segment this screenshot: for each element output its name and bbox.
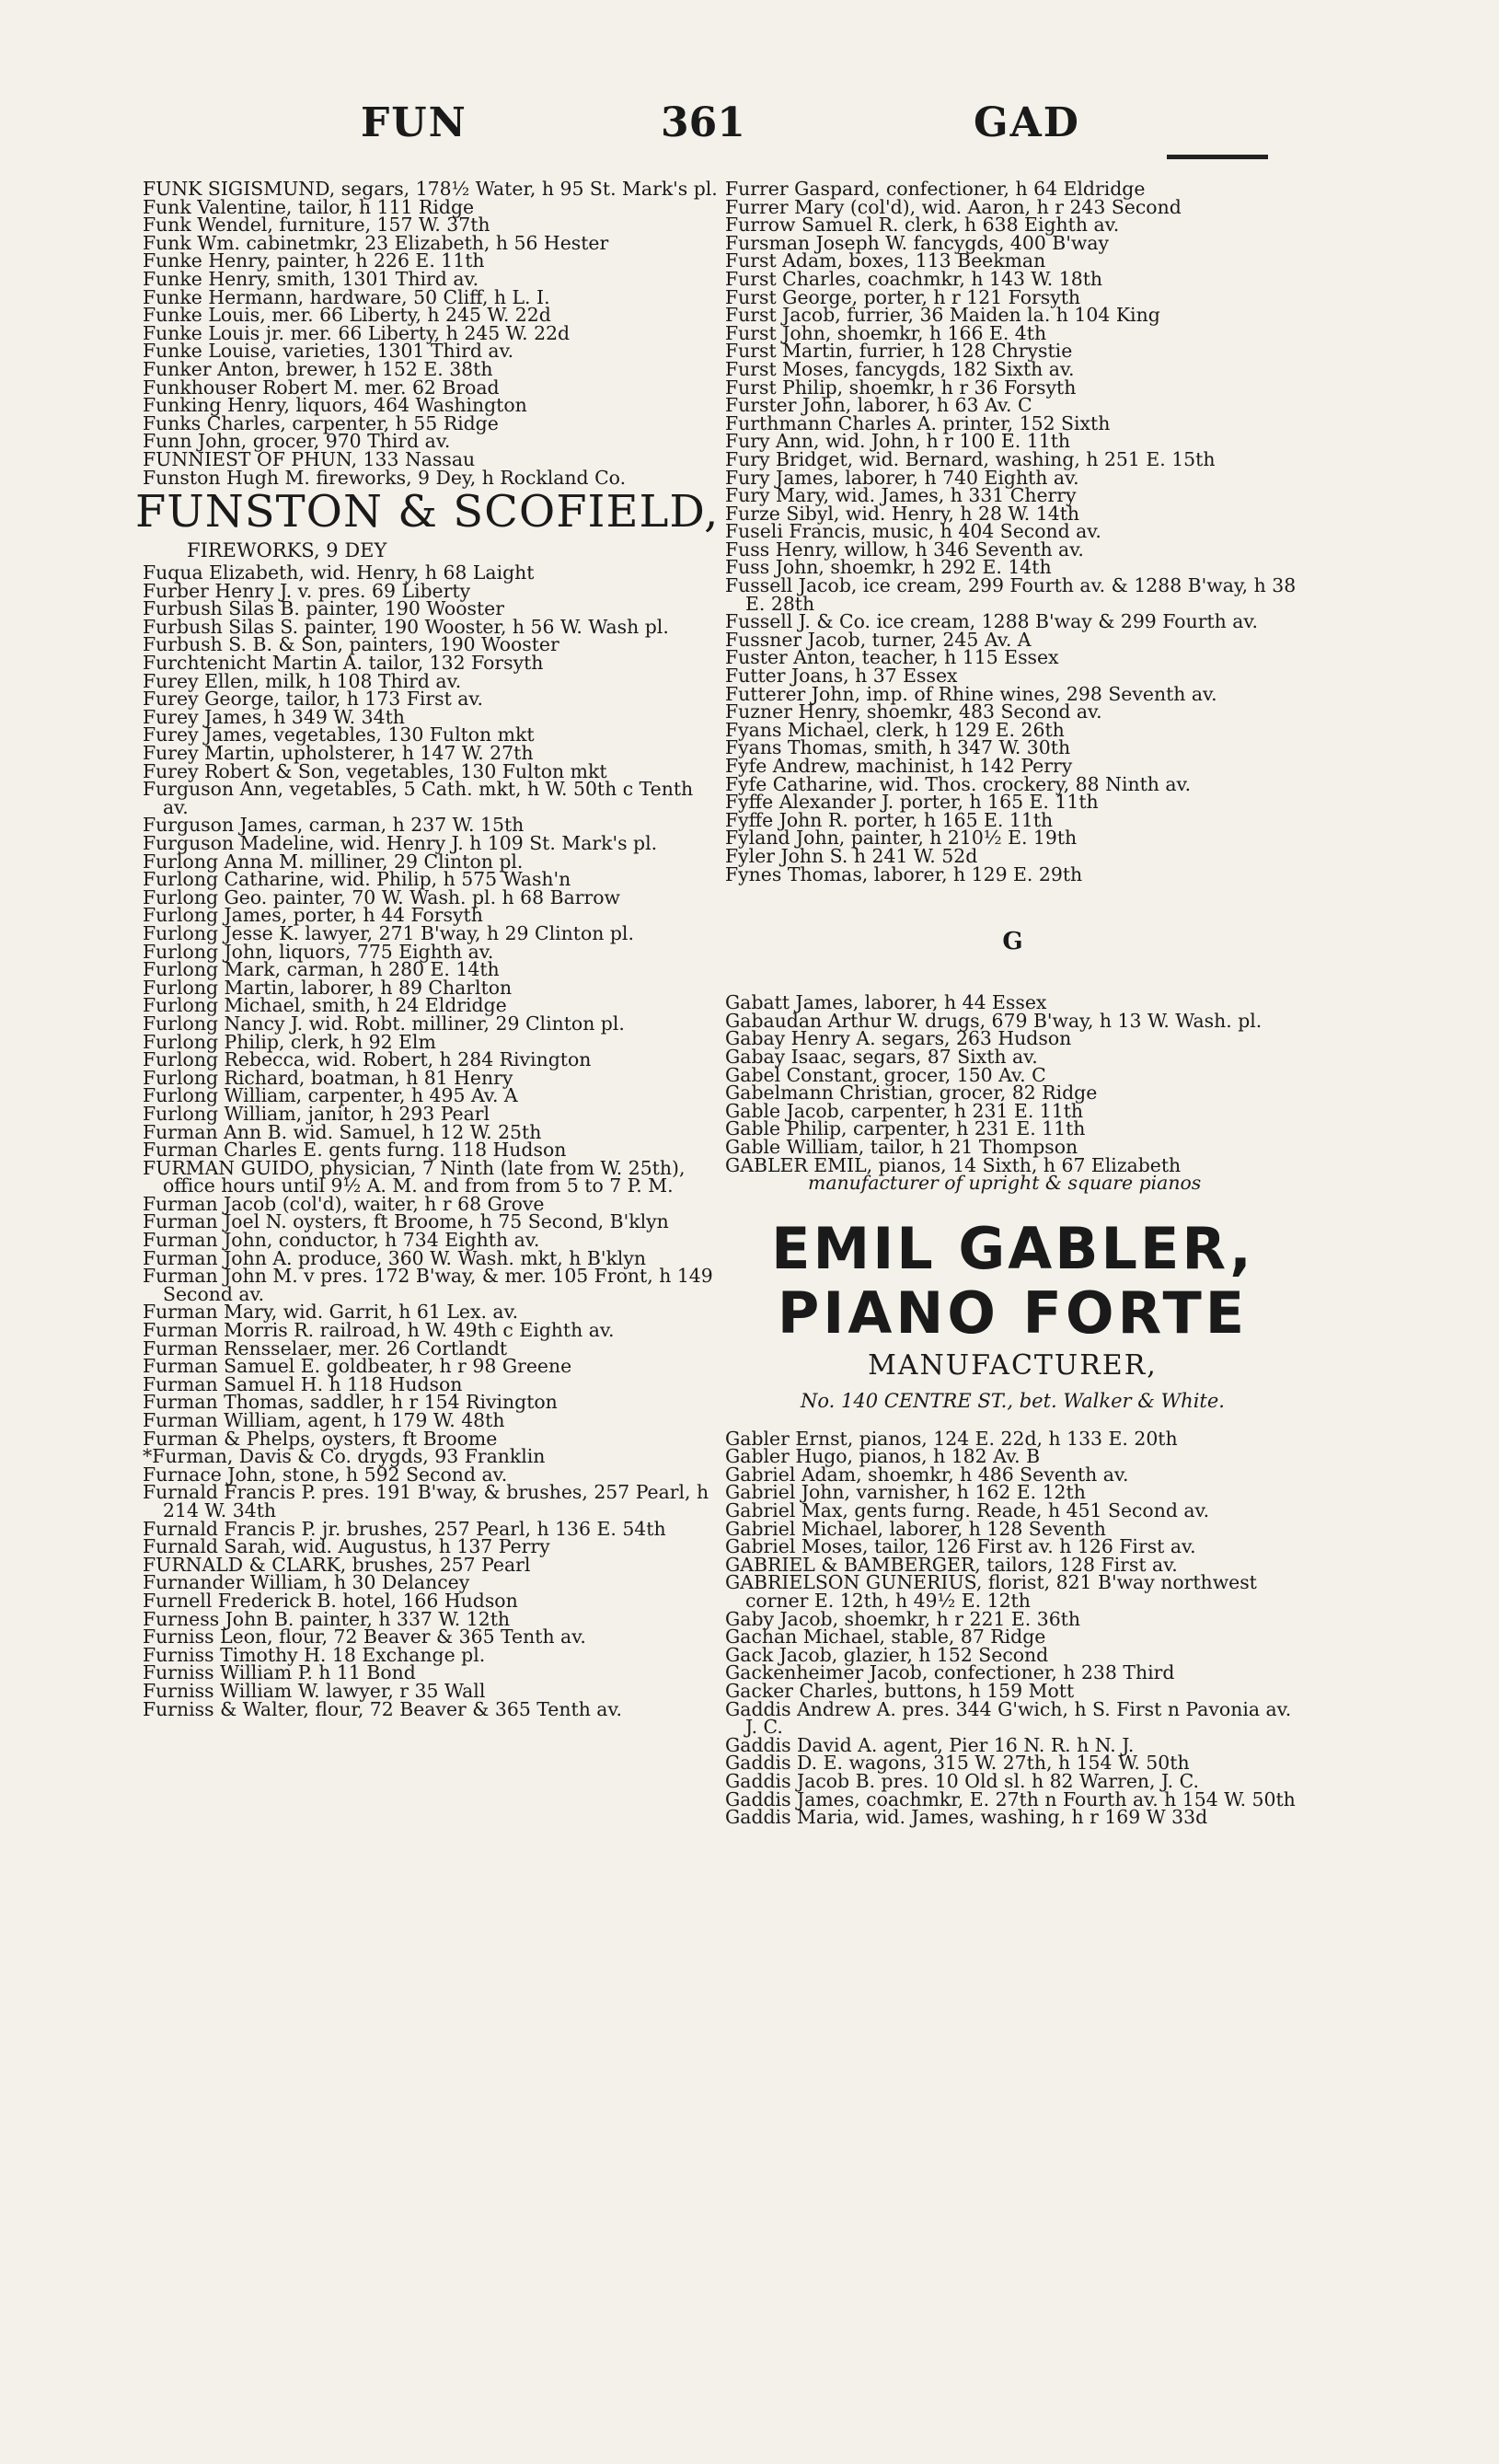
directory-entry: Furman Samuel H. h 118 Hudson bbox=[143, 1372, 463, 1395]
directory-entry: Furness John B. painter, h 337 W. 12th bbox=[143, 1607, 511, 1630]
directory-entry: Furguson James, carman, h 237 W. 15th bbox=[143, 814, 525, 837]
directory-entry: Furman Rensselaer, mer. 26 Cortlandt bbox=[143, 1336, 508, 1359]
gabler-note: manufacturer of upright & square pianos bbox=[808, 1172, 1202, 1195]
directory-entry: Gabler Hugo, pianos, h 182 Av. B bbox=[725, 1445, 1041, 1468]
directory-entry: Gaddis D. E. wagons, 315 W. 27th, h 154 W. 50th bbox=[725, 1752, 1190, 1775]
directory-entry: Fyler John S. h 241 W. 52d bbox=[725, 844, 978, 867]
directory-entry: Gaddis Jacob B. pres. 10 Old sl. h 82 Warren, J. C. bbox=[725, 1769, 1199, 1792]
directory-entry: Furey James, h 349 W. 34th bbox=[143, 705, 405, 728]
directory-entry: Furman Morris R. railroad, h W. 49th c Eighth av. bbox=[143, 1319, 615, 1342]
directory-entry: Funston Hugh M. fireworks, 9 Dey, h Rockland Co. bbox=[143, 466, 627, 489]
directory-entry: Funkhouser Robert M. mer. 62 Broad bbox=[143, 376, 500, 399]
directory-entry: Gackenheimer Jacob, confectioner, h 238 Third bbox=[725, 1661, 1175, 1684]
directory-entry: Furniss Timothy H. 18 Exchange pl. bbox=[143, 1643, 486, 1666]
directory-entry: Furman John M. v pres. 172 B'way, & mer. 105 Front, h 149 Second av. bbox=[143, 1265, 713, 1305]
left-entries-group-2 bbox=[143, 561, 718, 1720]
page-number: 361 bbox=[661, 99, 745, 146]
directory-entry: Gable William, tailor, h 21 Thompson bbox=[725, 1135, 1078, 1158]
directory-entry: Furst Martin, furrier, h 128 Chrystie bbox=[725, 340, 1073, 363]
gabler-ad-product: PIANO FORTE bbox=[777, 1278, 1249, 1347]
directory-entry: Furman William, agent, h 179 W. 48th bbox=[143, 1409, 505, 1431]
directory-entry: Furman Ann B. wid. Samuel, h 12 W. 25th bbox=[143, 1120, 542, 1143]
directory-entry: Furthmann Charles A. printer, 152 Sixth bbox=[725, 411, 1111, 434]
directory-entry: Gable Jacob, carpenter, h 231 E. 11th bbox=[725, 1099, 1084, 1122]
directory-entry: Furrer Gaspard, confectioner, h 64 Eldridge bbox=[725, 178, 1146, 200]
directory-entry: Gabelmann Christian, grocer, 82 Ridge bbox=[725, 1082, 1098, 1105]
directory-entry: Gabriel Moses, tailor, 126 First av. h 126 First av. bbox=[725, 1535, 1196, 1558]
directory-entry: Fyffe John R. porter, h 165 E. 11th bbox=[725, 808, 1054, 831]
directory-entry: Furst Moses, fancygds, 182 Sixth av. bbox=[725, 357, 1075, 380]
directory-entry: Gabriel Max, gents furng. Reade, h 451 Second av. bbox=[725, 1499, 1210, 1522]
directory-entry: Funks Charles, carpenter, h 55 Ridge bbox=[143, 411, 499, 434]
directory-entry: Gaddis Maria, wid. James, washing, h r 169 W 33d bbox=[725, 1806, 1208, 1829]
directory-entry: Furey George, tailor, h 173 First av. bbox=[143, 688, 484, 711]
directory-entry: Futterer John, imp. of Rhine wines, 298 Seventh av. bbox=[725, 682, 1217, 705]
directory-entry: Furlong Mark, carman, h 280 E. 14th bbox=[143, 958, 500, 981]
gabler-ad-name: EMIL GABLER, bbox=[771, 1214, 1254, 1282]
directory-entry: Fussell Jacob, ice cream, 299 Fourth av. & 1288 B'way, h 38 E. 28th bbox=[725, 574, 1297, 615]
directory-entry: Fyans Thomas, smith, h 347 W. 30th bbox=[725, 736, 1071, 759]
directory-entry: Furlong Nancy J. wid. Robt. milliner, 29 Clinton pl. bbox=[143, 1012, 625, 1035]
directory-entry: Furrow Samuel R. clerk, h 638 Eighth av. bbox=[725, 214, 1120, 237]
directory-entry: Furey Robert & Son, vegetables, 130 Fulton mkt bbox=[143, 759, 607, 782]
gabler-ad-manufacturer: MANUFACTURER, bbox=[868, 1348, 1158, 1382]
directory-entry: Fury Mary, wid. James, h 331 Cherry bbox=[725, 484, 1077, 507]
directory-entry: Funn John, grocer, 970 Third av. bbox=[143, 430, 451, 453]
directory-entry: Fuster Anton, teacher, h 115 Essex bbox=[725, 646, 1059, 669]
directory-entry: Furst Jacob, furrier, 36 Maiden la. h 104 King bbox=[725, 304, 1160, 327]
directory-entry: Furnander William, h 30 Delancey bbox=[143, 1571, 470, 1594]
directory-entry: Furlong James, porter, h 44 Forsyth bbox=[143, 904, 483, 927]
directory-entry: Furman John A. produce, 360 W. Wash. mkt, h B'klyn bbox=[143, 1246, 646, 1269]
directory-entry: Fury Bridget, wid. Bernard, washing, h 251 E. 15th bbox=[725, 447, 1216, 470]
directory-entry: Gack Jacob, glazier, h 152 Second bbox=[725, 1643, 1049, 1666]
directory-entry: Gabay Henry A. segars, 263 Hudson bbox=[725, 1027, 1072, 1050]
directory-entry: Furnell Frederick B. hotel, 166 Hudson bbox=[143, 1589, 518, 1612]
running-head-left: FUN bbox=[361, 99, 467, 146]
directory-entry: Furman Samuel E. goldbeater, h r 98 Greene bbox=[143, 1355, 572, 1378]
directory-entry: Funke Hermann, hardware, 50 Cliff, h L. I. bbox=[143, 285, 550, 308]
directory-entry: Furbush Silas S. painter, 190 Wooster, h 56 W. Wash pl. bbox=[143, 615, 669, 638]
directory-entry: Fuqua Elizabeth, wid. Henry, h 68 Laight bbox=[143, 561, 535, 584]
directory-entry: Fuseli Francis, music, h 404 Second av. bbox=[725, 520, 1101, 543]
directory-entry: Funk Valentine, tailor, h 111 Ridge bbox=[143, 195, 475, 218]
right-column bbox=[725, 180, 1300, 1827]
directory-entry: Furey Martin, upholsterer, h 147 W. 27th bbox=[143, 742, 534, 765]
directory-entry: Furey James, vegetables, 130 Fulton mkt bbox=[143, 723, 535, 746]
directory-entry: Funke Henry, painter, h 226 E. 11th bbox=[143, 249, 485, 272]
directory-entry: Furnace John, stone, h 592 Second av. bbox=[143, 1463, 508, 1486]
directory-entry: Furze Sibyl, wid. Henry, h 28 W. 14th bbox=[725, 502, 1080, 525]
directory-entry: Fussell J. & Co. ice cream, 1288 B'way & 299 Fourth av. bbox=[725, 610, 1258, 633]
directory-entry: Gachan Michael, stable, 87 Ridge bbox=[725, 1625, 1046, 1648]
gabler-ad-address: No. 140 CENTRE ST., bet. Walker & White. bbox=[801, 1389, 1225, 1412]
directory-entry: Funke Louis jr. mer. 66 Liberty, h 245 W. 22d bbox=[143, 321, 571, 344]
directory-entry: Fury James, laborer, h 740 Eighth av. bbox=[725, 466, 1079, 489]
directory-entry: GABRIEL & BAMBERGER, tailors, 128 First av. bbox=[725, 1553, 1178, 1576]
directory-entry: Fyfe Catharine, wid. Thos. crockery, 88 Ninth av. bbox=[725, 772, 1192, 795]
directory-entry: Fyland John, painter, h 210½ E. 19th bbox=[725, 827, 1078, 850]
directory-entry: Furnald Sarah, wid. Augustus, h 137 Perry bbox=[143, 1535, 550, 1558]
section-letter-heading: G bbox=[1002, 928, 1023, 956]
directory-entry: Futter Joans, h 37 Essex bbox=[725, 665, 958, 688]
directory-entry: Furlong Geo. painter, 70 W. Wash. pl. h 68 Barrow bbox=[143, 885, 620, 908]
directory-entry: FURNALD & CLARK, brushes, 257 Pearl bbox=[143, 1553, 531, 1576]
right-entries-group-1 bbox=[725, 180, 1300, 884]
directory-entry: Furrer Mary (col'd), wid. Aaron, h r 243 Second bbox=[725, 195, 1182, 218]
directory-entry: Fuzner Henry, shoemkr, 483 Second av. bbox=[725, 700, 1102, 723]
directory-entry: Furlong Jesse K. lawyer, 271 B'way, h 29 Clinton pl. bbox=[143, 921, 634, 944]
directory-entry: Furlong Richard, boatman, h 81 Henry bbox=[143, 1066, 513, 1089]
directory-entry: Furman Charles E. gents furng. 118 Hudson bbox=[143, 1139, 567, 1162]
directory-entry: Furey Ellen, milk, h 108 Third av. bbox=[143, 669, 462, 692]
right-entries-group-2 bbox=[725, 991, 1300, 1176]
directory-entry: Furlong William, janitor, h 293 Pearl bbox=[143, 1102, 490, 1125]
directory-entry: Furlong Philip, clerk, h 92 Elm bbox=[143, 1030, 436, 1053]
directory-entry: Furbush Silas B. painter, 190 Wooster bbox=[143, 597, 504, 620]
funston-scofield-ad-title: FUNSTON & SCOFIELD, bbox=[135, 486, 720, 538]
directory-entry: Funking Henry, liquors, 464 Washington bbox=[143, 394, 527, 417]
directory-entry: Fursman Joseph W. fancygds, 400 B'way bbox=[725, 231, 1110, 254]
directory-entry: Furman John, conductor, h 734 Eighth av. bbox=[143, 1229, 540, 1252]
directory-entry: Fussner Jacob, turner, 245 Av. A bbox=[725, 628, 1032, 651]
directory-entry: Funke Henry, smith, 1301 Third av. bbox=[143, 267, 479, 290]
directory-entry: Gaddis James, coachmkr, E. 27th n Fourth av. h 154 W. 50th bbox=[725, 1787, 1296, 1810]
directory-entry: Gabay Isaac, segars, 87 Sixth av. bbox=[725, 1045, 1038, 1068]
directory-entry: Furman Joel N. oysters, ft Broome, h 75 Second, B'klyn bbox=[143, 1210, 669, 1233]
left-column bbox=[135, 178, 720, 1720]
directory-entry: Gaby Jacob, shoemkr, h r 221 E. 36th bbox=[725, 1607, 1081, 1630]
directory-entry: GABLER EMIL, pianos, 14 Sixth, h 67 Elizabeth bbox=[725, 1153, 1182, 1176]
directory-entry: Furber Henry J. v. pres. 69 Liberty bbox=[143, 579, 471, 602]
directory-entry: Fyffe Alexander J. porter, h 165 E. 11th bbox=[725, 791, 1099, 814]
directory-entry: Furlong Catharine, wid. Philip, h 575 Wash'n bbox=[143, 868, 571, 891]
directory-entry: Furman Jacob (col'd), waiter, h r 68 Grove bbox=[143, 1192, 545, 1215]
directory-entry: Furlong John, liquors, 775 Eighth av. bbox=[143, 940, 494, 963]
directory-entry: Funke Louis, mer. 66 Liberty, h 245 W. 22d bbox=[143, 304, 551, 327]
directory-entry: Gabriel Adam, shoemkr, h 486 Seventh av. bbox=[725, 1463, 1129, 1486]
directory-entry: Furnald Francis P. jr. brushes, 257 Pearl, h 136 E. 54th bbox=[143, 1517, 666, 1540]
directory-entry: Furst John, shoemkr, h 166 E. 4th bbox=[725, 321, 1047, 344]
directory-entry: Furst Philip, shoemkr, h r 36 Forsyth bbox=[725, 376, 1077, 399]
directory-entry: Furlong Martin, laborer, h 89 Charlton bbox=[143, 976, 513, 999]
directory-entry: Gabriel Michael, laborer, h 128 Seventh bbox=[725, 1517, 1106, 1540]
page-header bbox=[0, 99, 1499, 164]
directory-entry: Gabaudan Arthur W. drugs, 679 B'way, h 13 W. Wash. pl. bbox=[725, 1009, 1263, 1032]
directory-entry: Furguson Madeline, wid. Henry J. h 109 St. Mark's pl. bbox=[143, 832, 658, 854]
directory-entry: Fuss Henry, willow, h 346 Seventh av. bbox=[725, 538, 1084, 561]
directory-entry: Gabatt James, laborer, h 44 Essex bbox=[725, 991, 1047, 1014]
directory-entry: Funker Anton, brewer, h 152 E. 38th bbox=[143, 357, 493, 380]
directory-entry: Gabel Constant, grocer, 150 Av. C bbox=[725, 1063, 1046, 1086]
directory-entry: Fuss John, shoemkr, h 292 E. 14th bbox=[725, 556, 1052, 579]
left-entries-group-1 bbox=[143, 180, 718, 487]
directory-entry: Furst Charles, coachmkr, h 143 W. 18th bbox=[725, 267, 1103, 290]
directory-entry: Gaddis Andrew A. pres. 344 G'wich, h S. First n Pavonia av. J. C. bbox=[725, 1697, 1292, 1739]
directory-entry: Funke Louise, varieties, 1301 Third av. bbox=[143, 340, 514, 363]
directory-entry: Gacker Charles, buttons, h 159 Mott bbox=[725, 1680, 1075, 1702]
directory-entry: Furniss William W. lawyer, r 35 Wall bbox=[143, 1679, 486, 1702]
directory-entry: Gaddis David A. agent, Pier 16 N. R. h N. J. bbox=[725, 1733, 1135, 1756]
directory-entry: Fyfe Andrew, machinist, h 142 Perry bbox=[725, 755, 1073, 777]
running-head-right: GAD bbox=[974, 99, 1080, 146]
directory-entry: Furman Thomas, saddler, h r 154 Rivington bbox=[143, 1391, 558, 1414]
directory-entry: Fynes Thomas, laborer, h 129 E. 29th bbox=[725, 862, 1083, 885]
directory-entry: Fury Ann, wid. John, h r 100 E. 11th bbox=[725, 430, 1071, 453]
header-rule bbox=[1167, 155, 1268, 159]
directory-entry: Furbush S. B. & Son, painters, 190 Wooster bbox=[143, 633, 559, 656]
directory-entry: Furlong William, carpenter, h 495 Av. A bbox=[143, 1084, 518, 1107]
directory-entry: Furguson Ann, vegetables, 5 Cath. mkt, h W. 50th c Tenth av. bbox=[143, 778, 694, 818]
directory-entry: Furster John, laborer, h 63 Av. C bbox=[725, 394, 1032, 417]
directory-entry: Furnald Francis P. pres. 191 B'way, & brushes, 257 Pearl, h 214 W. 34th bbox=[143, 1481, 709, 1521]
directory-entry: Furlong Rebecca, wid. Robert, h 284 Rivington bbox=[143, 1048, 592, 1071]
directory-entry: Furchtenicht Martin A. tailor, 132 Forsyth bbox=[143, 652, 544, 675]
directory-entry: Furst George, porter, h r 121 Forsyth bbox=[725, 285, 1081, 308]
directory-entry: Gabler Ernst, pianos, 124 E. 22d, h 133 E. 20th bbox=[725, 1427, 1178, 1450]
directory-entry: Furniss Leon, flour, 72 Beaver & 365 Tenth av. bbox=[143, 1625, 586, 1648]
directory-entry: Gable Philip, carpenter, h 231 E. 11th bbox=[725, 1117, 1086, 1140]
directory-entry: Furst Adam, boxes, 113 Beekman bbox=[725, 249, 1046, 272]
funston-scofield-ad-subtitle: FIREWORKS, 9 DEY bbox=[187, 539, 387, 562]
directory-entry: *Furman, Davis & Co. drygds, 93 Franklin bbox=[143, 1445, 546, 1468]
directory-entry: Furlong Michael, smith, h 24 Eldridge bbox=[143, 994, 507, 1017]
directory-entry: Funk Wendel, furniture, 157 W. 37th bbox=[143, 214, 490, 237]
directory-entry: Funk Wm. cabinetmkr, 23 Elizabeth, h 56 Hester bbox=[143, 231, 609, 254]
directory-entry: Fyans Michael, clerk, h 129 E. 26th bbox=[725, 718, 1065, 741]
directory-entry: FURMAN GUIDO, physician, 7 Ninth (late from W. 25th), office hours until 9½ A. M. and from from 5 to 7 P. M. bbox=[143, 1156, 686, 1197]
directory-entry: Furniss William P. h 11 Bond bbox=[143, 1661, 416, 1684]
directory-entry: Furman & Phelps, oysters, ft Broome bbox=[143, 1427, 498, 1450]
right-entries-group-3 bbox=[725, 1427, 1300, 1829]
directory-entry: Furniss & Walter, flour, 72 Beaver & 365 Tenth av. bbox=[143, 1697, 623, 1720]
directory-entry: GABRIELSON GUNERIUS, florist, 821 B'way northwest corner E. 12th, h 49½ E. 12th bbox=[725, 1571, 1257, 1613]
directory-entry: FUNNIEST OF PHUN, 133 Nassau bbox=[143, 447, 476, 470]
directory-entry: Furman Mary, wid. Garrit, h 61 Lex. av. bbox=[143, 1301, 519, 1324]
directory-entry: FUNK SIGISMUND, segars, 178½ Water, h 95 St. Mark's pl. bbox=[143, 178, 718, 200]
directory-entry: Furlong Anna M. milliner, 29 Clinton pl. bbox=[143, 850, 524, 873]
directory-entry: Gabriel John, varnisher, h 162 E. 12th bbox=[725, 1481, 1086, 1504]
